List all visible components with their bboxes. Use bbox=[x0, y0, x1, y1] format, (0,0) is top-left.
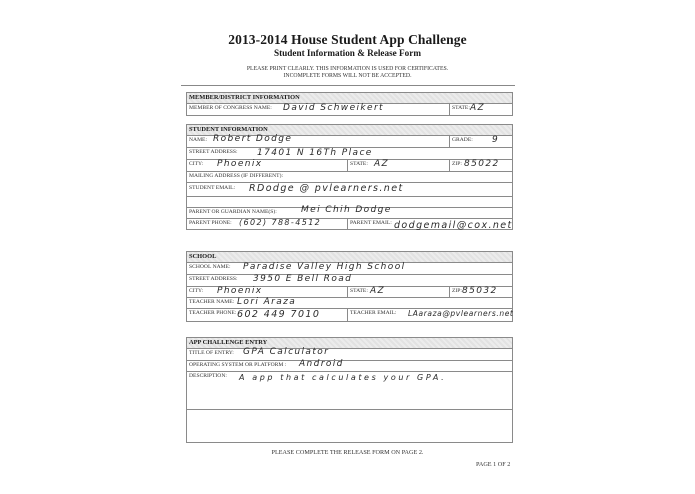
school-city-value: Phoenix bbox=[217, 286, 263, 296]
release-form-instruction: PLEASE COMPLETE THE RELEASE FORM ON PAGE 2. bbox=[271, 449, 424, 456]
entry-section bbox=[186, 337, 513, 443]
header-divider bbox=[181, 85, 515, 86]
page-number: PAGE 1 OF 2 bbox=[476, 461, 511, 468]
teacher-phone-value: 602 449 7010 bbox=[237, 309, 321, 320]
student-section-title: STUDENT INFORMATION bbox=[187, 125, 512, 136]
teacher-email-field[interactable] bbox=[348, 309, 512, 321]
student-city-field[interactable] bbox=[187, 160, 348, 171]
form-subtitle: Student Information & Release Form bbox=[274, 48, 421, 58]
mailing-address-label: MAILING ADDRESS (IF DIFFERENT): bbox=[189, 173, 284, 179]
student-email-field[interactable] bbox=[187, 183, 512, 196]
student-email-label: STUDENT EMAIL: bbox=[189, 185, 236, 191]
school-street-field[interactable] bbox=[187, 275, 512, 286]
parent-name-label: PARENT OR GUARDIAN NAME(S): bbox=[189, 209, 277, 215]
teacher-email-value: LAaraza@pvlearners.net bbox=[408, 309, 514, 318]
grade-label: GRADE: bbox=[452, 137, 473, 143]
school-city-label: CITY: bbox=[189, 288, 204, 294]
student-street-value: 17401 N 16Th Place bbox=[257, 148, 373, 158]
school-section-title: SCHOOL bbox=[187, 252, 512, 263]
student-name-value: Robert Dodge bbox=[213, 134, 293, 144]
description-label: DESCRIPTION: bbox=[189, 373, 227, 379]
member-state-field[interactable] bbox=[450, 104, 512, 115]
notice-line-1: PLEASE PRINT CLEARLY. THIS INFORMATION IS USED FOR CERTIFICATES. bbox=[246, 66, 449, 72]
school-name-label: SCHOOL NAME: bbox=[189, 264, 231, 270]
student-street-field[interactable] bbox=[187, 148, 512, 159]
congress-name-field[interactable] bbox=[187, 104, 450, 115]
congress-name-value: David Schweikert bbox=[283, 103, 384, 113]
school-zip-label: ZIP: bbox=[452, 288, 462, 294]
school-state-field[interactable] bbox=[348, 287, 450, 297]
parent-email-field[interactable] bbox=[348, 219, 512, 229]
school-city-field[interactable] bbox=[187, 287, 348, 297]
student-zip-field[interactable] bbox=[450, 160, 512, 171]
school-street-value: 3950 E Bell Road bbox=[253, 274, 353, 284]
entry-title-label: TITLE OF ENTRY: bbox=[189, 350, 234, 356]
teacher-email-label: TEACHER EMAIL: bbox=[350, 310, 397, 316]
teacher-name-value: Lori Araza bbox=[237, 297, 297, 307]
school-name-field[interactable] bbox=[187, 263, 512, 274]
parent-name-value: Mei Chih Dodge bbox=[301, 205, 392, 215]
student-email-value: RDodge @ pvlearners.net bbox=[249, 183, 404, 194]
description-value: A app that calculates your GPA. bbox=[239, 373, 447, 382]
school-state-label: STATE: bbox=[350, 288, 368, 294]
school-zip-field[interactable] bbox=[450, 287, 512, 297]
school-state-value: AZ bbox=[370, 286, 386, 296]
entry-title-value: GPA Calculator bbox=[243, 347, 330, 357]
os-platform-label: OPERATING SYSTEM OR PLATFORM : bbox=[189, 362, 287, 368]
student-state-field[interactable] bbox=[348, 160, 450, 171]
teacher-name-label: TEACHER NAME: bbox=[189, 299, 235, 305]
student-state-value: AZ bbox=[374, 159, 390, 169]
os-platform-field[interactable] bbox=[187, 361, 512, 371]
description-extra-space[interactable] bbox=[187, 410, 512, 442]
school-section bbox=[186, 251, 513, 322]
student-name-field[interactable] bbox=[187, 136, 450, 147]
form-notice bbox=[0, 66, 695, 80]
parent-name-field[interactable] bbox=[187, 205, 512, 218]
parent-phone-value: (602) 788-4512 bbox=[239, 218, 322, 227]
student-street-label: STREET ADDRESS: bbox=[189, 149, 238, 155]
student-city-label: CITY: bbox=[189, 161, 204, 167]
student-city-value: Phoenix bbox=[217, 159, 263, 169]
entry-title-field[interactable] bbox=[187, 349, 512, 360]
mailing-address-field[interactable] bbox=[187, 172, 512, 182]
notice-line-2: INCOMPLETE FORMS WILL NOT BE ACCEPTED. bbox=[283, 73, 412, 79]
parent-email-value: dodgemail@cox.net bbox=[394, 220, 513, 231]
grade-value: 9 bbox=[492, 135, 500, 145]
member-state-label: STATE: bbox=[452, 105, 470, 111]
school-street-label: STREET ADDRESS: bbox=[189, 276, 238, 282]
student-zip-label: ZIP: bbox=[452, 161, 462, 167]
form-title: 2013-2014 House Student App Challenge bbox=[228, 32, 467, 47]
entry-section-title: APP CHALLENGE ENTRY bbox=[187, 338, 512, 349]
os-platform-value: Android bbox=[299, 359, 344, 369]
member-section bbox=[186, 92, 513, 116]
member-state-value: AZ bbox=[470, 103, 486, 113]
student-name-label: NAME: bbox=[189, 137, 208, 143]
grade-field[interactable] bbox=[450, 136, 512, 147]
student-zip-value: 85022 bbox=[464, 159, 500, 169]
parent-email-label: PARENT EMAIL: bbox=[350, 220, 392, 226]
student-state-label: STATE: bbox=[350, 161, 368, 167]
school-name-value: Paradise Valley High School bbox=[243, 262, 406, 272]
school-zip-value: 85032 bbox=[462, 286, 498, 296]
teacher-phone-field[interactable] bbox=[187, 309, 348, 321]
congress-name-label: MEMBER OF CONGRESS NAME: bbox=[189, 105, 272, 111]
teacher-name-field[interactable] bbox=[187, 298, 512, 308]
teacher-phone-label: TEACHER PHONE: bbox=[189, 310, 237, 316]
member-section-title: MEMBER/DISTRICT INFORMATION bbox=[187, 93, 512, 104]
student-section bbox=[186, 124, 513, 230]
description-field[interactable] bbox=[187, 372, 512, 409]
parent-phone-field[interactable] bbox=[187, 219, 348, 229]
parent-phone-label: PARENT PHONE: bbox=[189, 220, 232, 226]
